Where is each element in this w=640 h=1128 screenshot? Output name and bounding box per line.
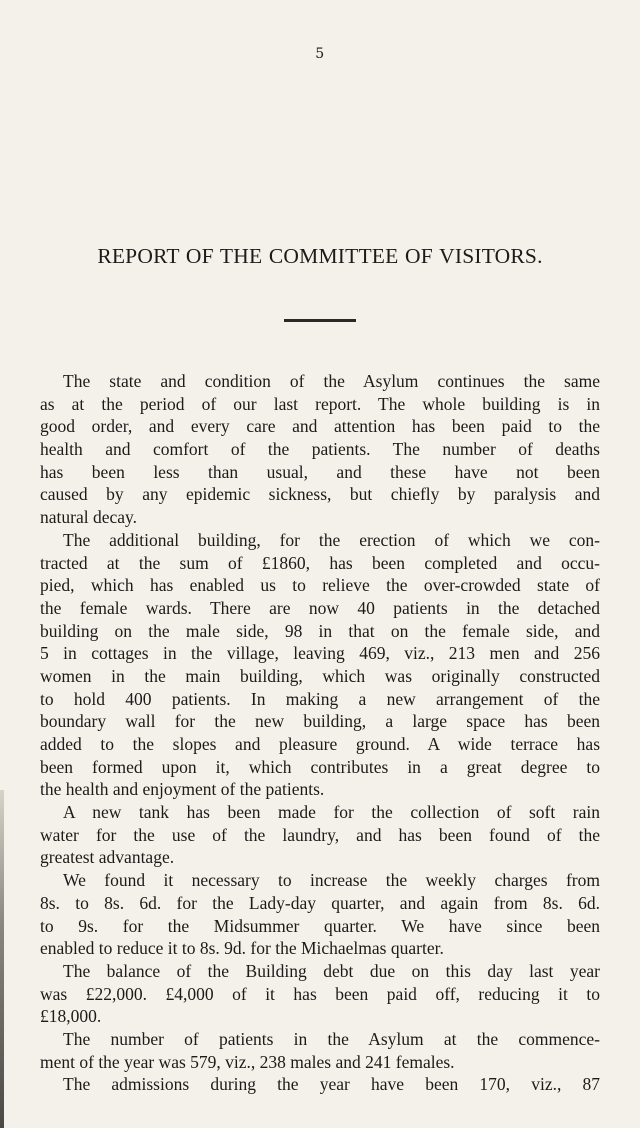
text-line: water for the use of the laundry, and has been found of the xyxy=(40,824,600,845)
text-line: enabled to reduce it to 8s. 9d. for the Michaelmas quarter. xyxy=(40,938,444,959)
text-line: pied, which has enabled us to relieve the over-crowded state of xyxy=(40,575,600,596)
text-line: We found it necessary to increase the weekly charges from xyxy=(63,870,600,891)
text-line: The additional building, for the erection of which we con- xyxy=(63,529,600,550)
text-line: has been less than usual, and these have not been xyxy=(40,461,600,482)
text-line: 8s. to 8s. 6d. for the Lady-day quarter, and again from 8s. 6d. xyxy=(40,892,600,913)
text-line: added to the slopes and pleasure ground. A wide terrace has xyxy=(40,734,600,754)
text-line: caused by any epidemic sickness, but chiefly by paralysis and xyxy=(40,484,600,505)
text-line: the health and enjoyment of the patients. xyxy=(40,779,325,800)
text-line: the female wards. There are now 40 patients in the detached xyxy=(40,597,600,618)
text-line: building on the male side, 98 in that on the female side, and xyxy=(40,620,600,641)
page-number: 5 xyxy=(315,46,325,62)
text-line: natural decay. xyxy=(40,507,138,528)
text-line: health and comfort of the patients. The number of deaths xyxy=(40,439,600,460)
page-edge-shadow xyxy=(0,790,4,1128)
title-rule xyxy=(284,319,356,322)
text-line: The admissions during the year have been 170, viz., 87 xyxy=(63,1074,600,1095)
page-title: REPORT OF THE COMMITTEE OF VISITORS. xyxy=(97,244,543,268)
text-line: women in the main building, which was originally constructed xyxy=(40,665,600,686)
text-line: greatest advantage. xyxy=(40,847,175,868)
text-line: was £22,000. £4,000 of it has been paid off, reducing it to xyxy=(40,983,600,1004)
text-line: to 9s. for the Midsummer quarter. We have since been xyxy=(40,915,600,936)
text-line: The number of patients in the Asylum at the commence- xyxy=(63,1028,600,1049)
text-line: The balance of the Building debt due on this day last year xyxy=(63,960,600,981)
text-line: 5 in cottages in the village, leaving 469, viz., 213 men and 256 xyxy=(40,643,600,664)
text-line: The state and condition of the Asylum continues the same xyxy=(63,371,600,391)
report-body xyxy=(40,370,600,1096)
text-line: tracted at the sum of £1860, has been completed and occu- xyxy=(40,552,600,573)
text-line: to hold 400 patients. In making a new arrangement of the xyxy=(40,688,600,709)
text-line: as at the period of our last report. The whole building is in xyxy=(40,393,600,414)
text-line: been formed upon it, which contributes in a great degree to xyxy=(40,756,600,777)
text-line: £18,000. xyxy=(40,1006,102,1027)
text-line: ment of the year was 579, viz., 238 males and 241 females. xyxy=(40,1051,455,1072)
text-line: A new tank has been made for the collection of soft rain xyxy=(63,802,600,823)
text-line: good order, and every care and attention has been paid to the xyxy=(40,416,600,437)
text-line: boundary wall for the new building, a large space has been xyxy=(40,711,600,732)
